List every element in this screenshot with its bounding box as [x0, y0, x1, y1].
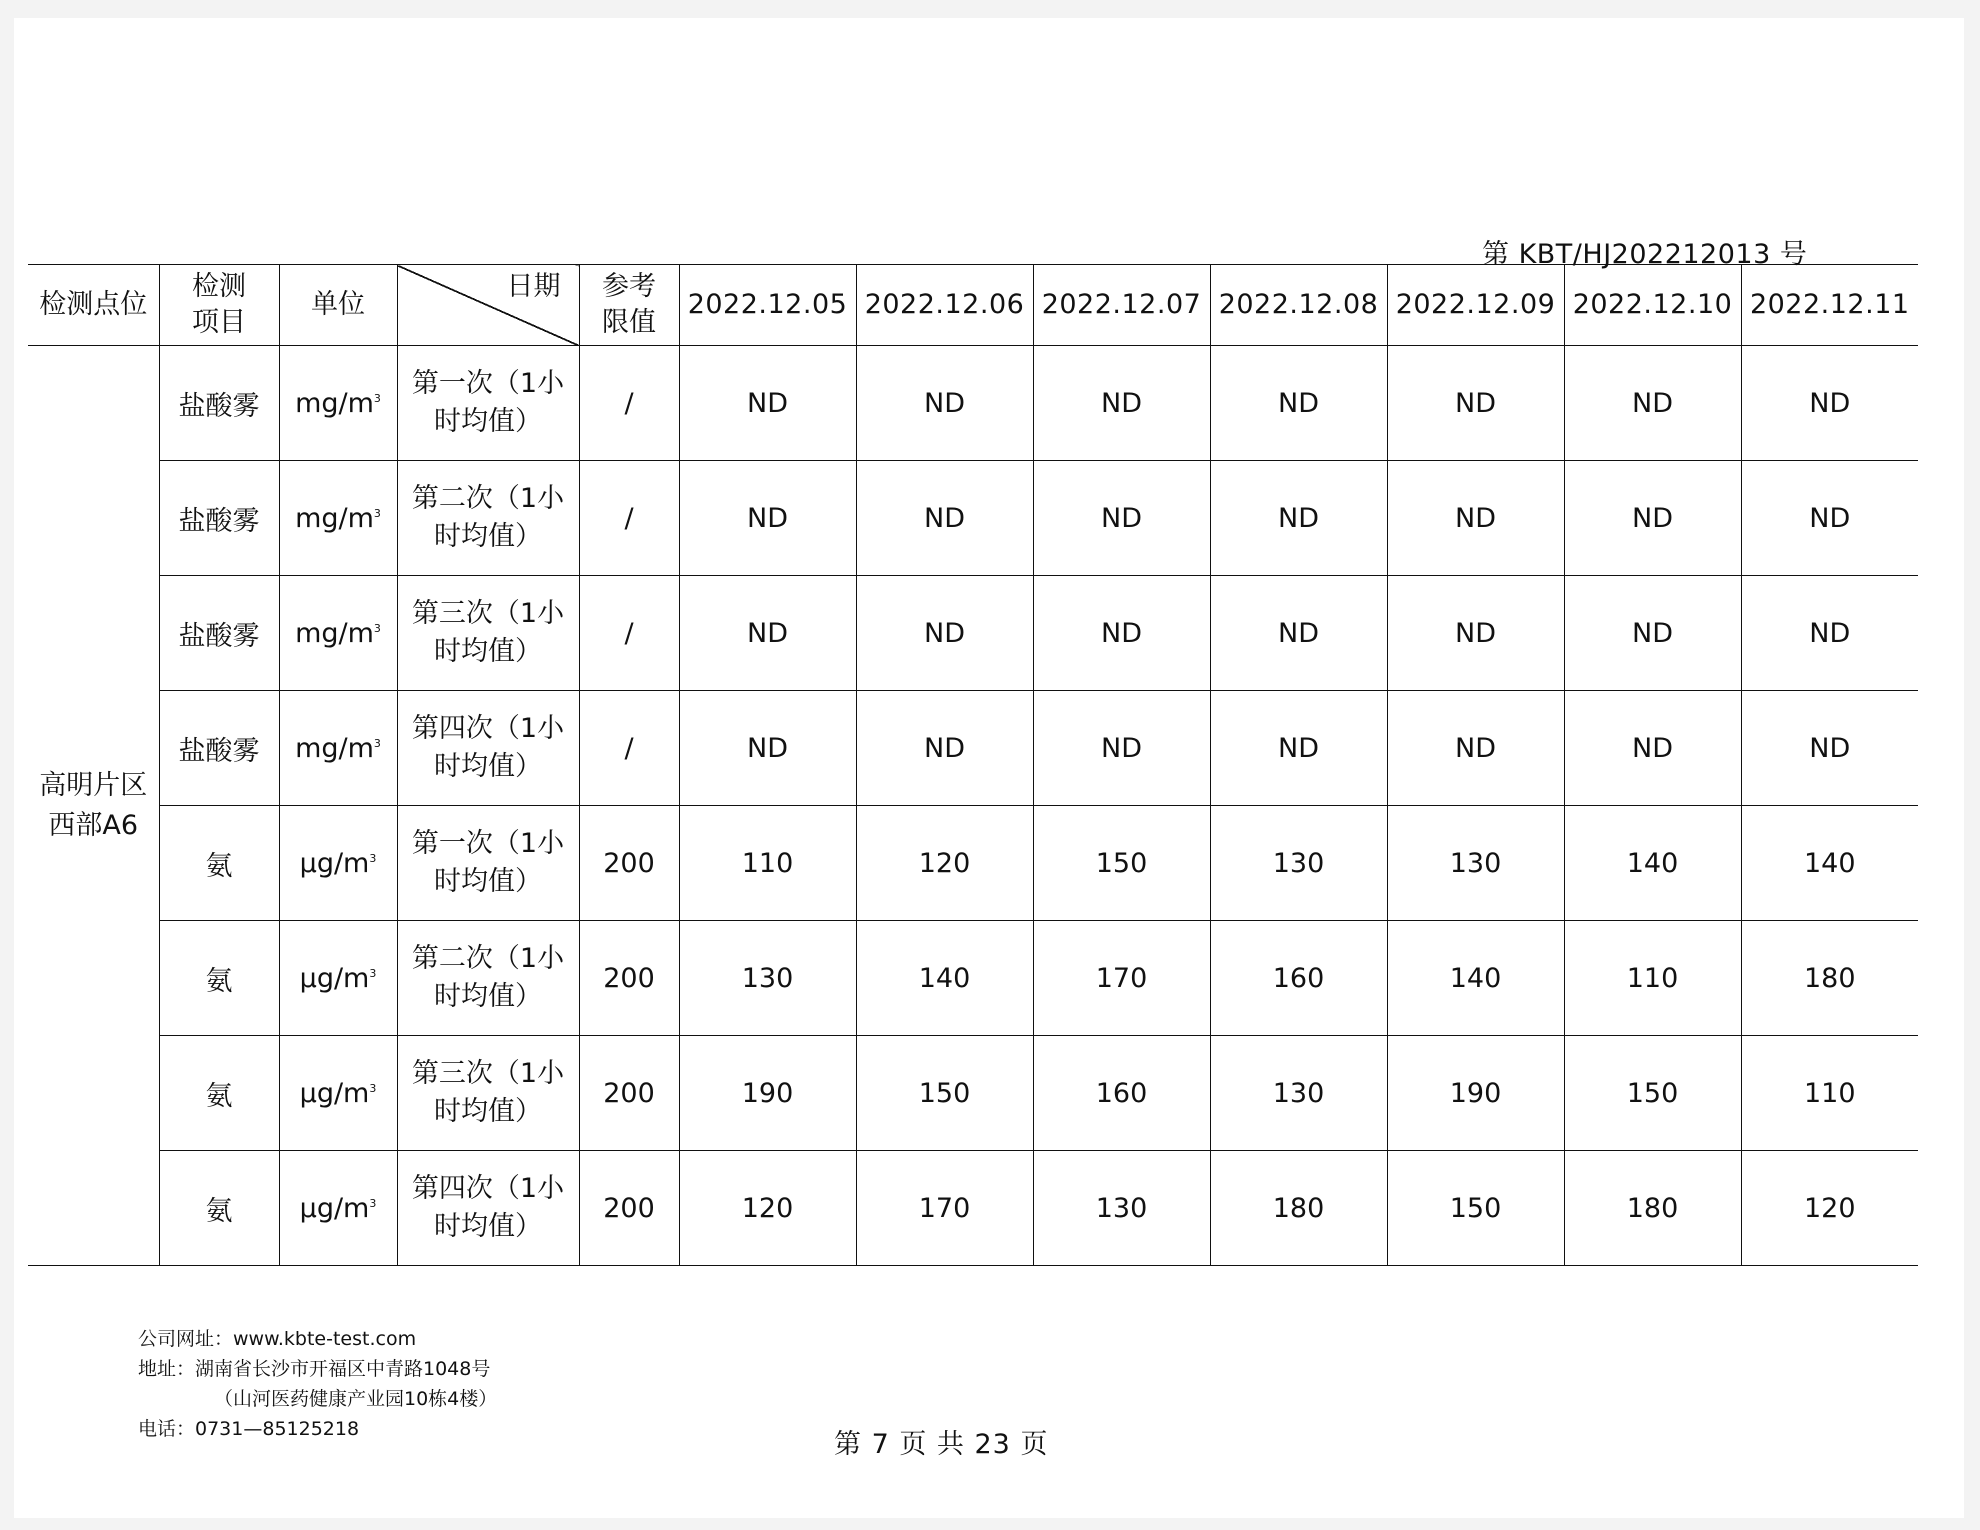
header-item: 检测项目: [159, 265, 279, 346]
unit-base: μg/m: [299, 962, 370, 994]
unit-cell: [279, 1036, 397, 1151]
result-cell: 150: [856, 1036, 1033, 1151]
header-date-label: 日期: [506, 271, 561, 302]
header-date: 2022.12.07: [1033, 265, 1210, 346]
result-cell: 110: [679, 806, 856, 921]
result-cell: ND: [1033, 461, 1210, 576]
limit-cell: 200: [579, 806, 679, 921]
report-number: 第 KBT/HJ202212013 号: [1482, 239, 1808, 270]
result-cell: ND: [856, 691, 1033, 806]
limit-cell: /: [579, 576, 679, 691]
unit-base: μg/m: [299, 847, 370, 879]
result-cell: 140: [856, 921, 1033, 1036]
unit-cell: [279, 691, 397, 806]
result-cell: ND: [1387, 691, 1564, 806]
company-website: 公司网址：www.kbte-test.com: [138, 1328, 417, 1350]
sampling-time-cell: 第三次（1小时均值）: [397, 576, 579, 691]
result-cell: ND: [856, 576, 1033, 691]
company-address-line2: （山河医药健康产业园10栋4楼）: [214, 1388, 498, 1410]
result-cell: ND: [1741, 346, 1918, 461]
item-cell: 盐酸雾: [159, 461, 279, 576]
result-cell: ND: [679, 576, 856, 691]
unit-superscript: 3: [369, 1081, 377, 1095]
result-cell: ND: [856, 461, 1033, 576]
result-cell: ND: [1033, 691, 1210, 806]
document-page: [14, 18, 1964, 1518]
item-cell: 盐酸雾: [159, 346, 279, 461]
unit-base: mg/m: [295, 387, 374, 419]
table-row: [28, 346, 1918, 461]
limit-cell: 200: [579, 1151, 679, 1266]
result-cell: 120: [679, 1151, 856, 1266]
header-date: 2022.12.09: [1387, 265, 1564, 346]
result-cell: ND: [1564, 461, 1741, 576]
limit-cell: /: [579, 346, 679, 461]
item-cell: 氨: [159, 1151, 279, 1266]
table-row: [28, 461, 1918, 576]
result-cell: ND: [1210, 346, 1387, 461]
result-cell: 110: [1741, 1036, 1918, 1151]
result-cell: ND: [1387, 576, 1564, 691]
table-row: [28, 1036, 1918, 1151]
item-cell: 盐酸雾: [159, 576, 279, 691]
result-cell: ND: [679, 461, 856, 576]
unit-base: mg/m: [295, 502, 374, 534]
unit-cell: [279, 346, 397, 461]
result-cell: 180: [1564, 1151, 1741, 1266]
result-cell: 160: [1210, 921, 1387, 1036]
sampling-time-cell: 第一次（1小时均值）: [397, 806, 579, 921]
item-cell: 氨: [159, 806, 279, 921]
result-cell: 180: [1741, 921, 1918, 1036]
result-cell: ND: [1564, 576, 1741, 691]
item-cell: 氨: [159, 921, 279, 1036]
result-cell: 130: [1210, 806, 1387, 921]
result-cell: 140: [1387, 921, 1564, 1036]
result-cell: ND: [856, 346, 1033, 461]
header-date-diagonal: [397, 265, 579, 346]
result-cell: 150: [1387, 1151, 1564, 1266]
unit-cell: [279, 921, 397, 1036]
unit-cell: [279, 461, 397, 576]
result-cell: 130: [1033, 1151, 1210, 1266]
company-address: 地址：湖南省长沙市开福区中青路1048号: [138, 1358, 491, 1380]
result-cell: ND: [1387, 346, 1564, 461]
result-cell: ND: [1564, 691, 1741, 806]
result-cell: 190: [679, 1036, 856, 1151]
result-cell: ND: [1033, 576, 1210, 691]
unit-base: μg/m: [299, 1192, 370, 1224]
result-cell: ND: [1033, 346, 1210, 461]
item-cell: 氨: [159, 1036, 279, 1151]
sampling-time-cell: 第三次（1小时均值）: [397, 1036, 579, 1151]
result-cell: 140: [1741, 806, 1918, 921]
header-date: 2022.12.06: [856, 265, 1033, 346]
result-cell: 120: [856, 806, 1033, 921]
result-cell: 120: [1741, 1151, 1918, 1266]
unit-base: mg/m: [295, 732, 374, 764]
table-row: [28, 921, 1918, 1036]
header-unit: 单位: [279, 265, 397, 346]
result-cell: ND: [1741, 576, 1918, 691]
header-date: 2022.12.08: [1210, 265, 1387, 346]
result-cell: 150: [1564, 1036, 1741, 1151]
result-cell: 140: [1564, 806, 1741, 921]
unit-superscript: 3: [369, 851, 377, 865]
header-location: 检测点位: [28, 265, 159, 346]
monitoring-results-table: [28, 264, 1918, 1266]
table-body: [28, 346, 1918, 1266]
result-cell: 130: [1387, 806, 1564, 921]
header-date: 2022.12.10: [1564, 265, 1741, 346]
sampling-time-cell: 第二次（1小时均值）: [397, 921, 579, 1036]
result-cell: 180: [1210, 1151, 1387, 1266]
result-cell: 130: [679, 921, 856, 1036]
result-cell: ND: [1210, 461, 1387, 576]
table-row: [28, 576, 1918, 691]
result-cell: ND: [679, 346, 856, 461]
sampling-time-cell: 第一次（1小时均值）: [397, 346, 579, 461]
page-number: 第 7 页 共 23 页: [834, 1429, 1049, 1460]
company-phone: 电话：0731—85125218: [138, 1418, 360, 1440]
header-date: 2022.12.05: [679, 265, 856, 346]
result-cell: ND: [1210, 691, 1387, 806]
result-cell: 170: [1033, 921, 1210, 1036]
result-cell: ND: [1210, 576, 1387, 691]
header-date: 2022.12.11: [1741, 265, 1918, 346]
unit-superscript: 3: [369, 966, 377, 980]
limit-cell: /: [579, 461, 679, 576]
unit-superscript: 3: [373, 736, 381, 750]
result-cell: 170: [856, 1151, 1033, 1266]
result-cell: 190: [1387, 1036, 1564, 1151]
location-cell: 高明片区西部A6: [28, 346, 159, 1266]
table-row: [28, 806, 1918, 921]
table-row: [28, 1151, 1918, 1266]
unit-base: mg/m: [295, 617, 374, 649]
unit-cell: [279, 1151, 397, 1266]
table-row: [28, 691, 1918, 806]
sampling-time-cell: 第二次（1小时均值）: [397, 461, 579, 576]
unit-superscript: 3: [373, 506, 381, 520]
unit-superscript: 3: [373, 621, 381, 635]
result-cell: 150: [1033, 806, 1210, 921]
unit-base: μg/m: [299, 1077, 370, 1109]
result-cell: 160: [1033, 1036, 1210, 1151]
table-header-row: [28, 265, 1918, 346]
result-cell: 130: [1210, 1036, 1387, 1151]
result-cell: ND: [1741, 691, 1918, 806]
result-cell: ND: [1387, 461, 1564, 576]
unit-cell: [279, 806, 397, 921]
limit-cell: 200: [579, 921, 679, 1036]
result-cell: ND: [1741, 461, 1918, 576]
result-cell: ND: [1564, 346, 1741, 461]
result-cell: 110: [1564, 921, 1741, 1036]
limit-cell: /: [579, 691, 679, 806]
item-cell: 盐酸雾: [159, 691, 279, 806]
sampling-time-cell: 第四次（1小时均值）: [397, 691, 579, 806]
unit-superscript: 3: [369, 1196, 377, 1210]
unit-cell: [279, 576, 397, 691]
result-cell: ND: [679, 691, 856, 806]
sampling-time-cell: 第四次（1小时均值）: [397, 1151, 579, 1266]
limit-cell: 200: [579, 1036, 679, 1151]
company-footer: [138, 1324, 497, 1444]
unit-superscript: 3: [373, 391, 381, 405]
header-limit: 参考限值: [579, 265, 679, 346]
